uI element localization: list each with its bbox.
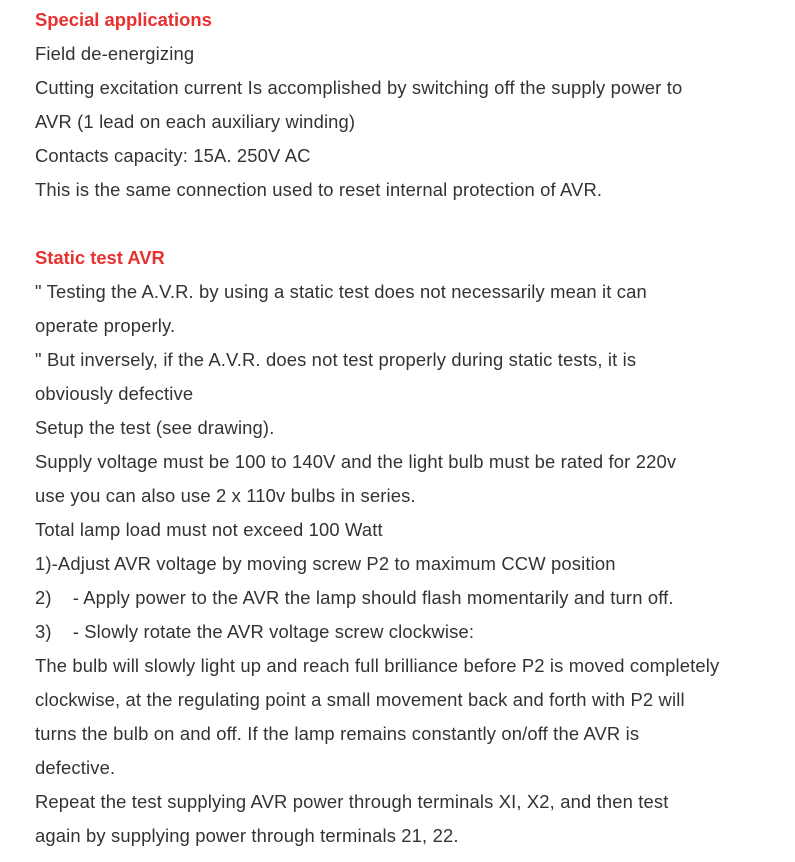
text-line: clockwise, at the regulating point a small movement back and forth with P2 will bbox=[35, 689, 685, 710]
text-line: 3) - Slowly rotate the AVR voltage screw clockwise: bbox=[35, 621, 475, 642]
text-line: obviously defective bbox=[35, 383, 194, 404]
text-line: operate properly. bbox=[35, 315, 176, 336]
special-applications-section bbox=[35, 3, 795, 207]
text-line: Setup the test (see drawing). bbox=[35, 417, 275, 438]
text-line: Supply voltage must be 100 to 140V and the light bulb must be rated for 220v bbox=[35, 451, 677, 472]
text-line: " Testing the A.V.R. by using a static test does not necessarily mean it can bbox=[35, 281, 647, 302]
text-line: Cutting excitation current Is accomplished by switching off the supply power to bbox=[35, 77, 683, 98]
static-test-section bbox=[35, 241, 795, 853]
text-line: The bulb will slowly light up and reach full brilliance before P2 is moved completely bbox=[35, 655, 720, 676]
section-spacer bbox=[35, 207, 795, 241]
text-line: This is the same connection used to reset internal protection of AVR. bbox=[35, 179, 603, 200]
text-line: Field de-energizing bbox=[35, 43, 195, 64]
text-line: defective. bbox=[35, 757, 116, 778]
text-line: Contacts capacity: 15A. 250V AC bbox=[35, 145, 311, 166]
text-line: again by supplying power through terminals 21, 22. bbox=[35, 825, 459, 846]
text-line: use you can also use 2 x 110v bulbs in series. bbox=[35, 485, 416, 506]
text-line: " But inversely, if the A.V.R. does not test properly during static tests, it is bbox=[35, 349, 637, 370]
text-line: AVR (1 lead on each auxiliary winding) bbox=[35, 111, 356, 132]
text-line: 2) - Apply power to the AVR the lamp should flash momentarily and turn off. bbox=[35, 587, 674, 608]
text-line: Total lamp load must not exceed 100 Watt bbox=[35, 519, 383, 540]
static-test-heading: Static test AVR bbox=[35, 247, 165, 268]
text-line: 1)-Adjust AVR voltage by moving screw P2 to maximum CCW position bbox=[35, 553, 616, 574]
text-line: turns the bulb on and off. If the lamp remains constantly on/off the AVR is bbox=[35, 723, 640, 744]
special-applications-heading: Special applications bbox=[35, 9, 212, 30]
text-line: Repeat the test supplying AVR power through terminals XI, X2, and then test bbox=[35, 791, 669, 812]
document-page bbox=[0, 3, 795, 862]
